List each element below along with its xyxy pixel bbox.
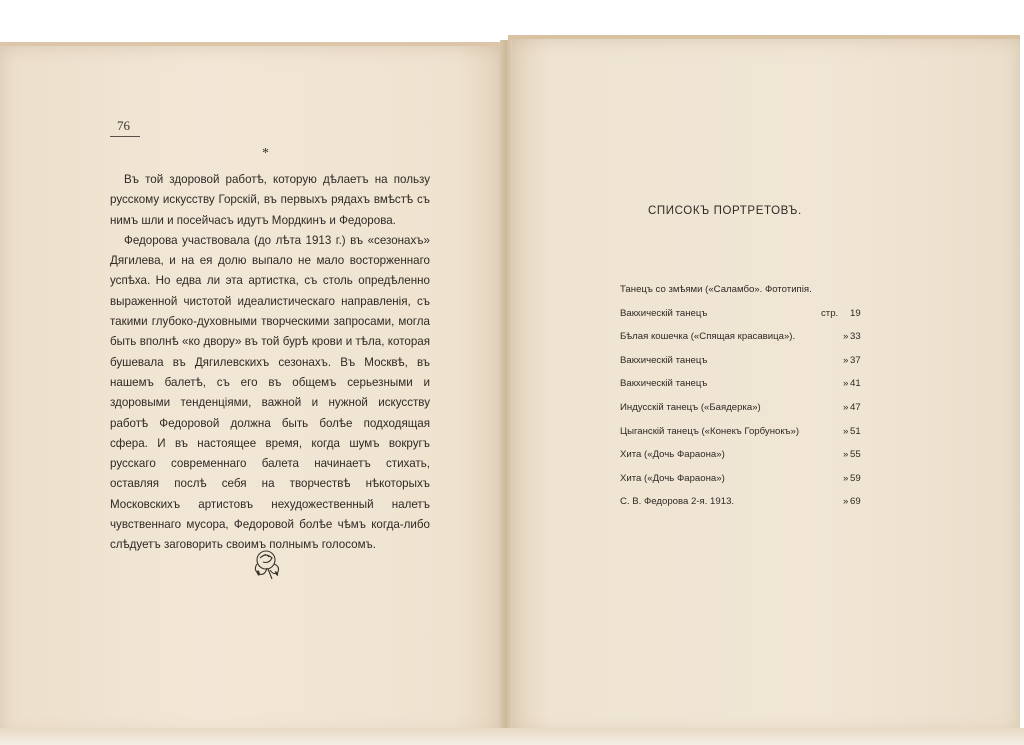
- list-item: [620, 283, 850, 307]
- list-item: [620, 354, 861, 378]
- list-item-ditto-mark: »: [843, 425, 849, 437]
- list-item-ditto-mark: »: [843, 354, 849, 366]
- list-item-label: Хита («Дочь Фараона»): [620, 449, 725, 461]
- list-item: [620, 425, 861, 449]
- list-item-ditto-mark: »: [843, 401, 849, 413]
- list-item-page-number: 19: [850, 307, 861, 319]
- list-item-page-number: 33: [850, 331, 861, 343]
- rose-ornament-icon: [248, 546, 288, 582]
- list-item: [620, 377, 861, 401]
- section-asterisk: *: [262, 146, 269, 161]
- list-item: [620, 448, 861, 472]
- list-item-label: С. В. Федорова 2-я. 1913.: [620, 496, 735, 508]
- page-number: 76: [117, 118, 130, 133]
- book-gutter: [500, 40, 512, 735]
- list-item-page-prefix: стр.: [821, 307, 839, 319]
- page-bottom-edge: [0, 728, 1024, 745]
- list-item-label: Вакхическій танецъ: [620, 307, 708, 319]
- list-item-page-number: 41: [850, 378, 861, 390]
- list-item-ditto-mark: »: [843, 496, 849, 508]
- paragraph: Федорова участвовала (до лѣта 1913 г.) въ «сезонахъ» Дягилева, и на ея долю выпало не мало восторженнаго успѣха. Но едва ли эта артистка, съ столь опредѣленно выраженной чистотой идеалистическаго направленія, съ такими глубоко-духовными творческими запросами, могла быть вполнѣ «ко двору» въ той бурѣ крови и тѣла, которая бушевала въ Дягилевскихъ сезонахъ. Въ Москвѣ, въ нашемъ балетѣ, съ его въ общемъ серьезными и здоровыми тенденціями, важной и нужной искусству работѣ Федоровой должна быть болѣе подходящая сфера. И въ настоящее время, когда шумъ вокругъ русскаго современнаго балета начинаетъ стихать, оставляя послѣ себя на творчествѣ нѣкоторыхъ Московскихъ артистовъ нехудожественный налетъ чувственнаго мусора, Федоровой болѣе чѣмъ когда-либо слѣдуетъ заговорить своимъ полнымъ голосомъ.: [110, 233, 430, 552]
- list-item-ditto-mark: »: [843, 449, 849, 461]
- list-item: [620, 307, 861, 331]
- list-item-page-number: 51: [850, 425, 861, 437]
- list-item-page-number: 55: [850, 449, 861, 461]
- body-text: [110, 170, 430, 556]
- list-item-ditto-mark: »: [843, 472, 849, 484]
- list-item-page-number: 37: [850, 354, 861, 366]
- list-item-page-number: 59: [850, 472, 861, 484]
- list-item-label: Вакхическій танецъ: [620, 354, 708, 366]
- list-item-label: Цыганскій танецъ («Конекъ Горбунокъ»): [620, 425, 800, 437]
- list-item: [620, 401, 861, 425]
- list-item-page-number: 47: [850, 401, 861, 413]
- list-item-label: Танецъ со змѣями («Саламбо». Фототипія.: [620, 284, 812, 295]
- list-item-label: Вакхическій танецъ: [620, 378, 708, 390]
- portrait-list: [620, 283, 861, 519]
- list-item: [620, 472, 861, 496]
- paragraph: Въ той здоровой работѣ, которую дѣлаетъ на пользу русскому искусству Горскій, въ первыхъ рядахъ вмѣстѣ съ нимъ шли и посейчасъ идутъ Мордкинъ и Федорова.: [110, 173, 430, 227]
- list-item-ditto-mark: »: [843, 331, 849, 343]
- list-item-page-number: 69: [850, 496, 861, 508]
- list-item: [620, 495, 861, 519]
- list-item-ditto-mark: »: [843, 378, 849, 390]
- list-item-label: Хита («Дочь Фараона»): [620, 472, 725, 484]
- list-item: [620, 330, 861, 354]
- list-item-label: Бѣлая кошечка («Спящая красавица»).: [620, 331, 796, 343]
- page-number-rule: [110, 136, 140, 137]
- list-item-label: Индусскій танецъ («Баядерка»): [620, 401, 761, 413]
- list-title: СПИСОКЪ ПОРТРЕТОВЪ.: [648, 205, 802, 217]
